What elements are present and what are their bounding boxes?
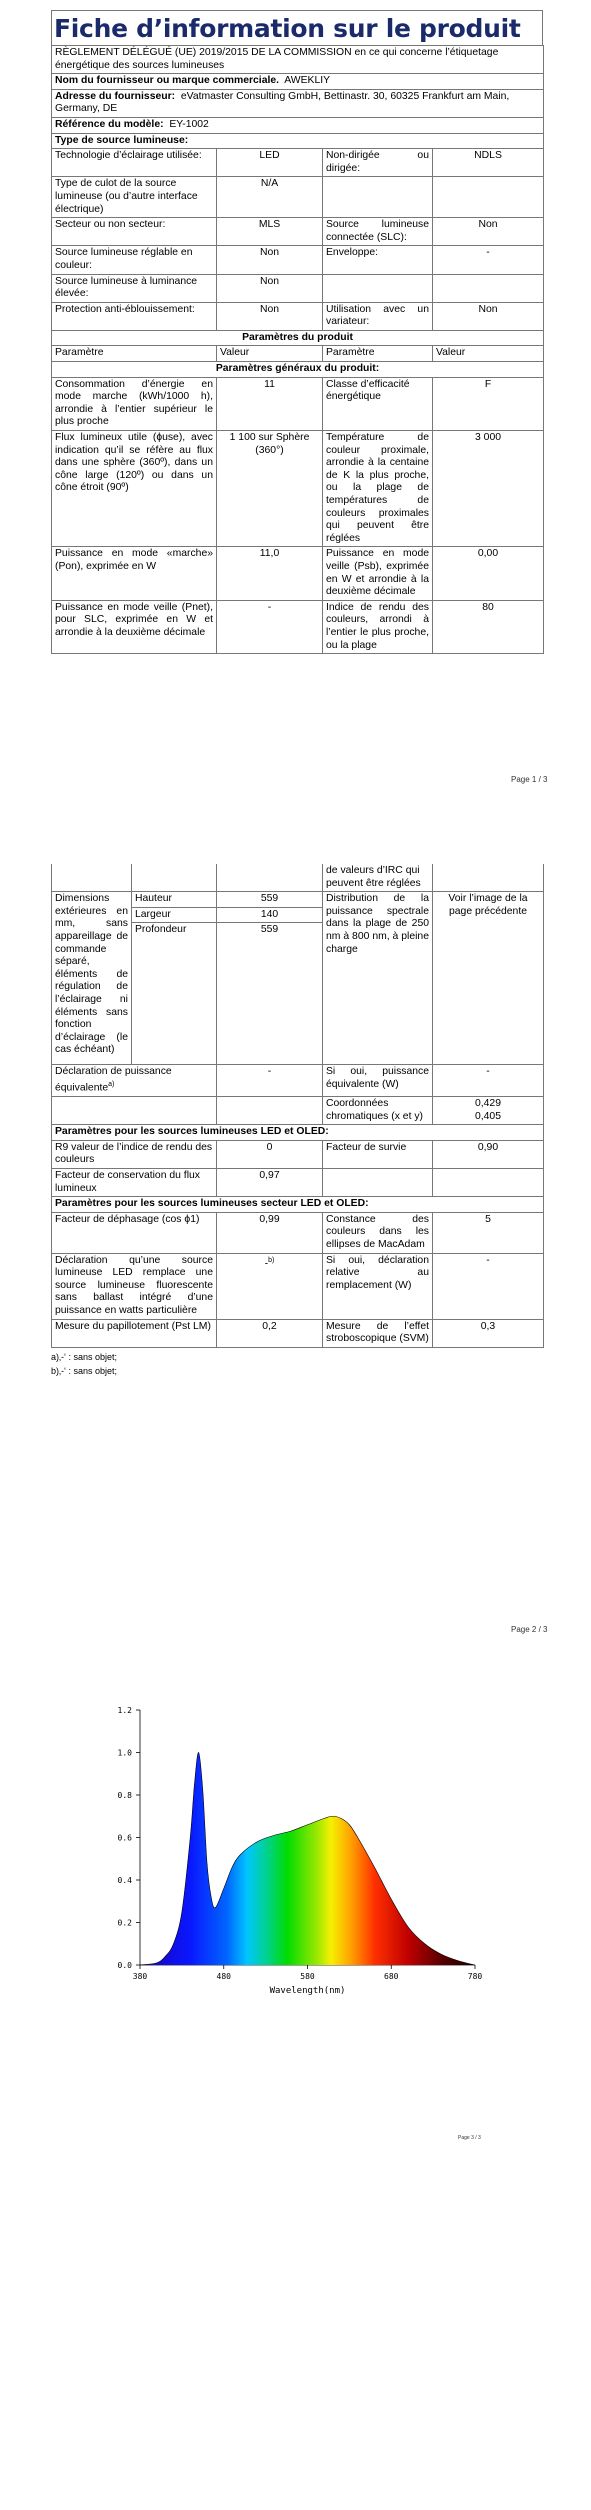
regulation-text: RÈGLEMENT DÉLÉGUÉ (UE) 2019/2015 DE LA COMMISSION en ce qui concerne l’étiquetage énergétique des sources lumineuses <box>52 46 544 74</box>
cell-equivalent-label <box>52 1065 217 1097</box>
general-header: Paramètres généraux du produit: <box>52 362 544 378</box>
address-value: eVatmaster Consulting GmbH, Bettinastr. 30, 60325 Frankfurt am Main, Germany, DE <box>55 90 510 115</box>
cell-flux-label: Flux lumineux utile (ɸuse), avec indication qu’il se réfère au flux dans une sphère (360º), dans un cône large (120º) ou dans un cône étroit (90º) <box>52 431 217 547</box>
cell-psb-value: 0,00 <box>433 547 544 600</box>
cell-directional-value: NDLS <box>433 149 544 177</box>
y-tick-label: 0.6 <box>117 1833 132 1843</box>
cell-height-label: Hauteur <box>132 892 217 908</box>
cell-colour-tunable-label: Source lumineuse réglable en couleur: <box>52 246 217 274</box>
cell-empty <box>433 1169 544 1197</box>
product-table-1 <box>51 45 544 654</box>
cell-equivalent-power-label: Si oui, puissance équivalente (W) <box>323 1065 433 1097</box>
cell-lumen-maintenance-value: 0,97 <box>217 1169 323 1197</box>
cell-survival-value: 0,90 <box>433 1140 544 1168</box>
y-tick-label: 0.8 <box>117 1791 132 1800</box>
footnote-b: b)‚-‘ : sans objet; <box>51 1365 118 1376</box>
cell-pon-label: Puissance en mode «marche» (Pon), exprimée en W <box>52 547 217 600</box>
cell-high-luminance-value: Non <box>217 274 323 302</box>
cell-macadam-label: Constance des couleurs dans les ellipses de MacAdam <box>323 1212 433 1253</box>
cell-flicker-label: Mesure du papillotement (Pst LM) <box>52 1319 217 1347</box>
col-header-value: Valeur <box>433 346 544 362</box>
cell-empty <box>323 1169 433 1197</box>
cell-equivalent-power-value: - <box>433 1065 544 1097</box>
page-number: Page 3 / 3 <box>458 2135 481 2141</box>
spectrum-area <box>140 1752 475 1965</box>
y-tick-label: 0.0 <box>117 1961 132 1970</box>
cell-empty <box>433 177 544 218</box>
supplier-label: Nom du fournisseur ou marque commerciale. <box>55 75 280 87</box>
cell-cap-value: N/A <box>217 177 323 218</box>
page-2 <box>51 864 543 1378</box>
cell-cri-value: 80 <box>433 600 544 653</box>
x-axis-label: Wavelength(nm) <box>269 1986 346 1996</box>
x-tick-label: 380 <box>132 1972 148 1981</box>
x-tick-label: 480 <box>216 1972 231 1981</box>
y-tick-label: 0.4 <box>117 1876 132 1885</box>
cell-empty <box>217 1097 323 1125</box>
cell-flux-value: 1 100 sur Sphère (360°) <box>217 431 323 547</box>
y-tick-label: 1.0 <box>117 1748 132 1758</box>
cell-depth-label: Profondeur <box>132 923 217 1065</box>
params-header: Paramètres du produit <box>52 330 544 346</box>
cell-spd-label: Distribution de la puissance spectrale dans la plage de 250 nm à 800 nm, à pleine charge <box>323 892 433 1065</box>
supplier-value: AWEKLIY <box>284 75 331 87</box>
x-tick-label: 580 <box>300 1972 315 1981</box>
cell-width-label: Largeur <box>132 907 217 923</box>
cell-displacement-value: 0,99 <box>217 1212 323 1253</box>
footnote-a: a)‚-‘ : sans objet; <box>51 1351 118 1362</box>
y-tick-label: 0.2 <box>117 1918 132 1928</box>
cell-anti-glare-label: Protection anti-éblouissement: <box>52 302 217 330</box>
address-row <box>52 89 544 117</box>
cell-empty <box>323 274 433 302</box>
cell-colour-tunable-value: Non <box>217 246 323 274</box>
cell-r9-label: R9 valeur de l’indice de rendu des couleurs <box>52 1140 217 1168</box>
spectrum-chart <box>0 1690 591 2090</box>
replacement-value-text: - <box>264 1258 269 1270</box>
x-tick-label: 680 <box>384 1972 399 1981</box>
source-type-header: Type de source lumineuse: <box>52 133 544 149</box>
cell-flicker-value: 0,2 <box>217 1319 323 1347</box>
cell-dimmable-label: Utilisation avec un variateur: <box>323 302 433 330</box>
cell-class-value: F <box>433 377 544 430</box>
model-label: Référence du modèle: <box>55 118 164 130</box>
equivalent-label-text: Déclaration de puissance équivalente <box>55 1066 172 1094</box>
model-row <box>52 117 544 133</box>
cell-cct-label: Température de couleur proximale, arrondie à la centaine de K la plus proche, ou la plage de températures de couleurs proximales qui peuvent être réglées <box>323 431 433 547</box>
cell-directional-label: Non-dirigée ou dirigée: <box>323 149 433 177</box>
cell-replacement-claim-label: Si oui, déclaration relative au remplacement (W) <box>323 1253 433 1319</box>
chromaticity-x: 0,429 <box>474 1098 501 1110</box>
cell-stroboscopic-label: Mesure de l’effet stroboscopique (SVM) <box>323 1319 433 1347</box>
cell-technology-label: Technologie d’éclairage utilisée: <box>52 149 217 177</box>
cell-lumen-maintenance-label: Facteur de conservation du flux lumineux <box>52 1169 217 1197</box>
col-header-value: Valeur <box>217 346 323 362</box>
cell-chromaticity-value <box>433 1097 544 1125</box>
cell-survival-label: Facteur de survie <box>323 1140 433 1168</box>
footnote-ref: b) <box>268 1256 275 1264</box>
page-number: Page 1 / 3 <box>511 775 548 784</box>
cell-energy-label: Consommation d’énergie en mode marche (kWh/1000 h), arrondie à l’entier supérieur le plus proche <box>52 377 217 430</box>
led-header: Paramètres pour les sources lumineuses LED et OLED: <box>52 1125 544 1141</box>
page-1 <box>51 10 543 654</box>
cell-spd-value: Voir l’image de la page précédente <box>433 892 544 1065</box>
cell-cri-label: Indice de rendu des couleurs, arrondi à l’entier le plus proche, ou la plage <box>323 600 433 653</box>
cell-r9-value: 0 <box>217 1140 323 1168</box>
col-header-param: Paramètre <box>52 346 217 362</box>
footnote-ref: a) <box>108 1080 115 1088</box>
cell-replacement-value <box>217 1253 323 1319</box>
chromaticity-y: 0,405 <box>474 1110 501 1122</box>
page-number: Page 2 / 3 <box>511 1625 548 1634</box>
cell-psb-label: Puissance en mode veille (Psb), exprimée en W et arrondie à la deuxième décimale <box>323 547 433 600</box>
cell-macadam-value: 5 <box>433 1212 544 1253</box>
cell-replacement-claim-value: - <box>433 1253 544 1319</box>
cell-empty <box>323 177 433 218</box>
cell-pnet-label: Puissance en mode veille (Pnet), pour SLC, exprimée en W et arrondie à la deuxième décimale <box>52 600 217 653</box>
cell-width-value: 140 <box>217 907 323 923</box>
cell-class-label: Classe d’efficacité énergétique <box>323 377 433 430</box>
cell-cri-continued: de valeurs d’IRC qui peuvent être réglées <box>323 864 433 892</box>
x-tick-label: 780 <box>467 1972 483 1981</box>
cell-anti-glare-value: Non <box>217 302 323 330</box>
cell-envelope-label: Enveloppe: <box>323 246 433 274</box>
cell-energy-value: 11 <box>217 377 323 430</box>
cell-stroboscopic-value: 0,3 <box>433 1319 544 1347</box>
cell-dimensions-label: Dimensions extérieures en mm, sans appareillage de commande séparé, éléments de régulation de l’éclairage ni éléments sans fonction d’éclairage (le cas échéant) <box>52 892 132 1065</box>
address-label: Adresse du fournisseur: <box>55 90 176 102</box>
cell-cap-label: Type de culot de la source lumineuse (ou d’autre interface électrique) <box>52 177 217 218</box>
supplier-row <box>52 74 544 90</box>
col-header-param: Paramètre <box>323 346 433 362</box>
title-frame <box>51 10 543 45</box>
cell-chromaticity-label: Coordonnées chromatiques (x et y) <box>323 1097 433 1125</box>
cell-envelope-value: - <box>433 246 544 274</box>
cell-clsl-value: Non <box>433 218 544 246</box>
cell-empty <box>52 1097 217 1125</box>
page-title: Fiche d’information sur le produit <box>54 14 521 43</box>
y-tick-label: 1.2 <box>117 1706 132 1715</box>
cell-clsl-label: Source lumineuse connectée (SLC): <box>323 218 433 246</box>
cell-mains-value: MLS <box>217 218 323 246</box>
product-table-2 <box>51 864 544 1348</box>
model-value: EY-1002 <box>169 118 209 130</box>
cell-displacement-label: Facteur de déphasage (cos ϕ1) <box>52 1212 217 1253</box>
cell-equivalent-value: - <box>217 1065 323 1097</box>
cell-empty <box>433 274 544 302</box>
cell-cct-value: 3 000 <box>433 431 544 547</box>
cell-mains-label: Secteur ou non secteur: <box>52 218 217 246</box>
cell-pon-value: 11,0 <box>217 547 323 600</box>
cell-dimmable-value: Non <box>433 302 544 330</box>
mains-header: Paramètres pour les sources lumineuses secteur LED et OLED: <box>52 1197 544 1213</box>
cell-pnet-value: - <box>217 600 323 653</box>
cell-technology-value: LED <box>217 149 323 177</box>
cell-replacement-label: Déclaration qu’une source lumineuse LED remplace une source lumineuse fluorescente sans ballast intégré d’une puissance en watts particulière <box>52 1253 217 1319</box>
cell-height-value: 559 <box>217 892 323 908</box>
cell-depth-value: 559 <box>217 923 323 1065</box>
cell-high-luminance-label: Source lumineuse à luminance élevée: <box>52 274 217 302</box>
